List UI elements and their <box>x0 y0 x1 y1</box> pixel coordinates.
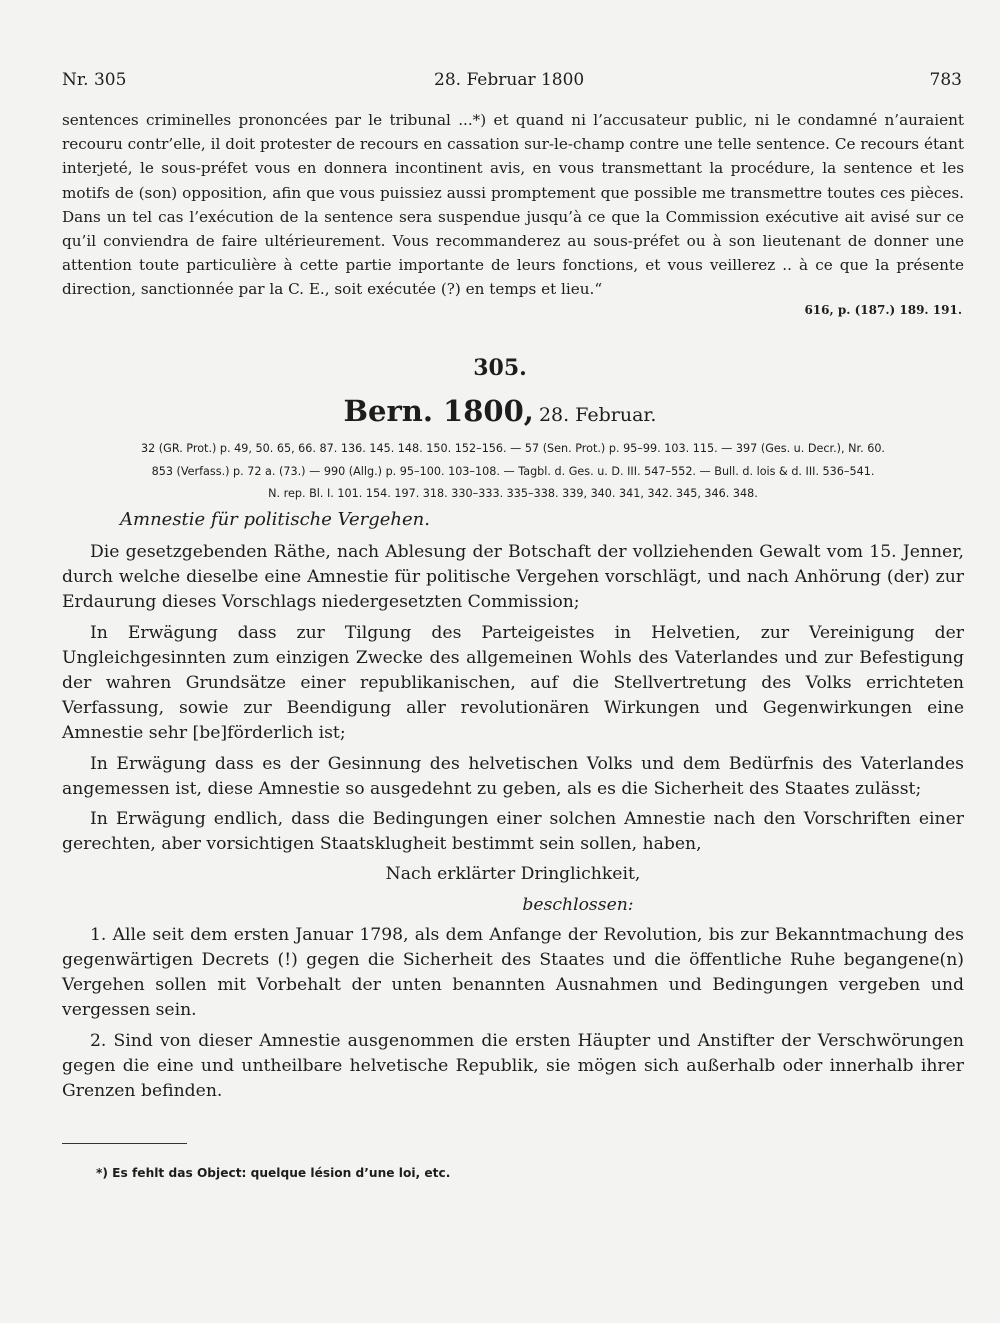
footnote-rule <box>62 1143 187 1144</box>
french-citation: 616, p. (187.) 189. 191. <box>804 303 962 317</box>
document-date: 28. Februar. <box>538 404 657 426</box>
article-paragraph: 2. Sind von dieser Amnestie ausgenommen die ersten Häupter und Anstifter der Verschwörungen gegen die eine und untheilbare helvetische Republik, sie mögen sich außerhalb oder innerhalb ihrer Grenzen befinden. <box>62 1030 964 1102</box>
resolved-line: beschlossen: <box>522 894 634 915</box>
preamble-paragraph: In Erwägung dass es der Gesinnung des helvetischen Volks und dem Bedürfnis des Vaterlandes angemessen ist, diese Amnestie so ausgedehnt zu geben, als es die Sicherheit des Staates zulässt; <box>62 753 964 799</box>
document-place: Bern. 1800, <box>343 394 534 428</box>
article-paragraph: 1. Alle seit dem ersten Januar 1798, als dem Anfange der Revolution, bis zur Bekanntmachung des gegenwärtigen Decrets (!) gegen die Sicherheit des Staates und die öffentliche Ruhe begangene(n) Vergehen sollen mit Vorbehalt der unten benannten Ausnahmen und Bedingungen vergeben und vergessen sein. <box>62 924 964 1021</box>
page-number: 783 <box>929 70 962 90</box>
date-header: 28. Februar 1800 <box>434 70 585 90</box>
preamble-paragraph: In Erwägung endlich, dass die Bedingungen einer solchen Amnestie nach den Vorschriften einer gerechten, aber vorsichtigen Staatsklugheit bestimmt sein sollen, haben, <box>62 809 964 855</box>
document-number-header: Nr. 305 <box>62 70 127 90</box>
footnote: *) Es fehlt das Object: quelque lésion d’une loi, etc. <box>96 1166 451 1180</box>
french-paragraph: sentences criminelles prononcées par le tribunal ...*) et quand ni l’accusateur public, ni le condamné n’auraient recouru contr’elle, il doit protester de recours en cassation sur-le-champ contre une telle sentence. Ce recours étant interjeté, le sous-préfet vous en donnera incontinent avis, en vous transmettant la procédure, la sentence et les motifs de (son) opposition, afin que vous puissiez aussi promptement que possible me transmettre toutes ces pièces. Dans un tel cas l’exécution de la sentence sera suspendue jusqu’à ce que la Commission exécutive ait avisé sur ce qu’il conviendra de faire ultérieurement. Vous recommanderez au sous-préfet ou à son lieutenant de donner une attention toute particulière à cette partie importante de leurs fonctions, et vous veillerez .. à ce que la présente direction, sanctionnée par la C. E., soit exécutée (?) en temps et lieu.“ <box>62 111 964 299</box>
source-line: N. rep. Bl. I. 101. 154. 197. 318. 330–333. 335–338. 339, 340. 341, 342. 345, 346. 348. <box>268 487 758 500</box>
preamble-paragraph: In Erwägung dass zur Tilgung des Parteigeistes in Helvetien, zur Vereinigung der Ungleichgesinnten zum einzigen Zwecke des allgemeinen Wohls des Vaterlandes und zur Befestigung der wahren Grundsätze einer republikanischen, auf die Stellvertretung des Volks errichteten Verfassung, sowie zur Beendigung aller revolutionären Wirkungen und Gegenwirkungen eine Amnestie sehr [be]förderlich ist; <box>62 622 964 744</box>
urgency-line: Nach erklärter Dringlichkeit, <box>385 864 641 885</box>
rubric-title: Amnestie für politische Vergehen. <box>120 509 430 530</box>
source-references <box>62 438 964 506</box>
french-continuation-text <box>62 108 964 302</box>
document-number-heading: 305. <box>473 355 527 381</box>
preamble-paragraph: Die gesetzgebenden Räthe, nach Ablesung der Botschaft der vollziehenden Gewalt vom 15. Jenner, durch welche dieselbe eine Amnestie für politische Vergehen vorschlägt, und nach Anhörung (der) zur Erdaurung dieses Vorschlags niedergesetzten Commission; <box>62 542 964 613</box>
decree-body <box>62 540 964 1109</box>
source-line: 853 (Verfass.) p. 72 a. (73.) — 990 (Allg.) p. 95–100. 103–108. — Tagbl. d. Ges. u. D. III. 547–552. — Bull. d. lois & d. III. 536–541. <box>151 464 875 478</box>
running-header <box>62 70 962 94</box>
source-line: 32 (GR. Prot.) p. 49, 50. 65, 66. 87. 136. 145. 148. 150. 152–156. — 57 (Sen. Prot.) p. 95–99. 103. 115. — 397 (Ges. u. Decr.), Nr. 60. <box>141 442 885 455</box>
document-place-date <box>0 394 1000 428</box>
